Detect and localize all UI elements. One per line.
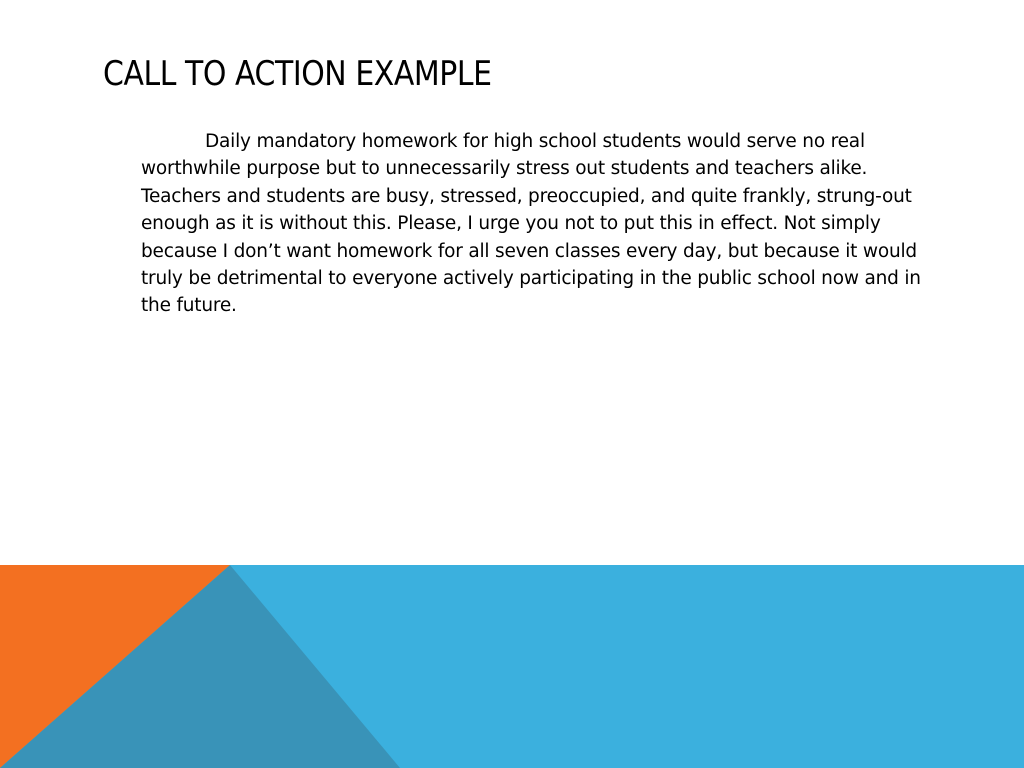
- slide-title: CALL TO ACTION EXAMPLE: [103, 54, 492, 94]
- slide-body-text: Daily mandatory homework for high school students would serve no real worthwhile purpose but to unnecessarily stress out students and teachers alike. Teachers and students are busy, stressed, preoccupied, and quite frankly, strung-out enough as it is without this. Please, I urge you not to put this in effect. Not simply because I don’t want homework for all seven classes every day, but because it would truly be detrimental to everyone actively participating in the public school now and in the future.: [141, 131, 921, 317]
- decorative-footer-shapes: [0, 565, 1024, 768]
